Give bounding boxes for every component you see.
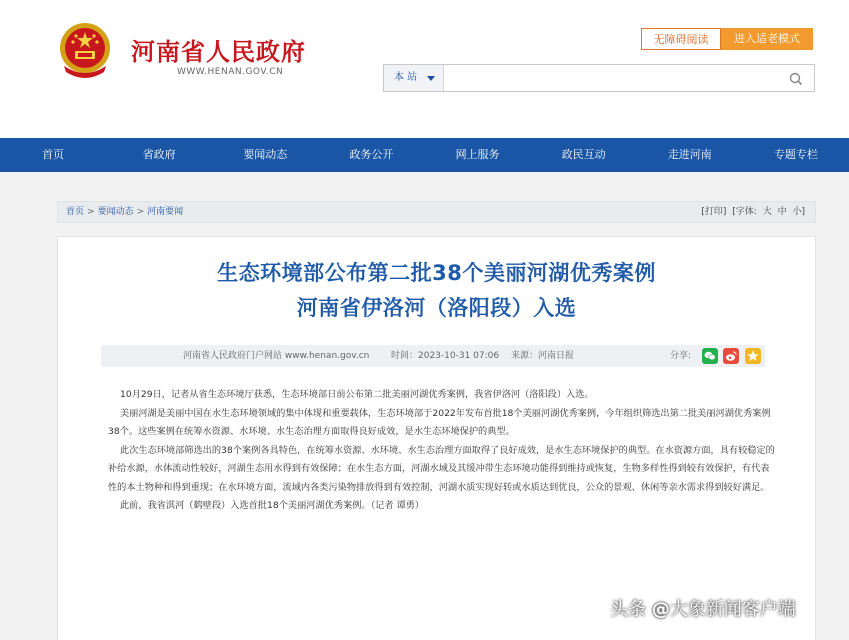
nav-item-special-topics[interactable]: 专题专栏 [773, 148, 818, 161]
nav-item-about-henan[interactable]: 走进河南 [667, 148, 712, 161]
chevron-down-icon [427, 76, 435, 81]
font-size-small-button[interactable]: 小 [792, 207, 802, 217]
breadcrumb [57, 201, 816, 223]
nav-item-interaction[interactable]: 政民互动 [561, 148, 606, 161]
article-source: 河南省人民政府门户网站 www.henan.gov.cn [183, 351, 370, 361]
nav-item-government-affairs[interactable]: 政务公开 [349, 148, 394, 161]
article-origin: 来源：河南日报 [511, 351, 575, 361]
article-paragraph: 此次生态环境部筛选出的38个案例各具特色，在统筹水资源、水环境、水生态治理方面取得了良好成效，是水生态环境保护的典型。在水资源方面，具有较稳定的补给水源，水体流动性较好，河湖生态用水得到有效保障；在水生态方面，河湖水域及其缓冲带生态环境功能得到维持或恢复，生物多样性得到较有效保护，有代表性的本土物种和得到重现；在水环境方面，流域内各类污染物排放得到有效控制，河湖水质实现好转或水质达到优良，公众的景观、休闲等亲水需求得到较好满足。 [108, 444, 775, 493]
breadcrumb-separator: > [87, 207, 95, 217]
article [57, 236, 816, 640]
article-paragraph: 美丽河湖是美丽中国在水生态环境领域的集中体现和重要载体，生态环境部于2022年发布首批18个美丽河湖优秀案例，今年组织筛选出第二批美丽河湖优秀案例38个。这些案例在统筹水资源、水环境、水生态治理方面取得良好成效，是水生态环境保护的典型。 [108, 407, 771, 437]
font-size-medium-button[interactable]: 中 [777, 207, 787, 217]
weibo-share-icon[interactable] [723, 348, 739, 364]
breadcrumb-item-news[interactable]: 要闻动态 [97, 207, 134, 217]
elder-mode-button[interactable]: 进入适老模式 [721, 28, 813, 50]
article-tools [698, 202, 805, 222]
search-scope-label: 本 站 [394, 72, 418, 83]
site-url: WWW.HENAN.GOV.CN [177, 67, 284, 77]
site-title[interactable]: 河南省人民政府 [131, 37, 306, 66]
search-bar [383, 64, 815, 92]
breadcrumb-item-henan-news[interactable]: 河南要闻 [147, 207, 184, 217]
font-size-close-bracket: ] [801, 207, 805, 217]
article-meta [101, 345, 765, 367]
article-paragraph: 10月29日，记者从省生态环境厅获悉，生态环境部日前公布第二批美丽河湖优秀案例，我省伊洛河（洛阳段）入选。 [120, 389, 594, 400]
breadcrumb-item-home[interactable]: 首页 [66, 207, 85, 217]
qzone-share-icon[interactable] [745, 348, 761, 364]
search-scope-select[interactable] [384, 65, 444, 91]
article-title-line-1: 生态环境部公布第二批38个美丽河湖优秀案例 [217, 261, 656, 285]
font-size-large-button[interactable]: 大 [762, 207, 772, 217]
wechat-share-icon[interactable] [702, 348, 718, 364]
main-nav [0, 138, 849, 172]
share-label: 分享: [670, 351, 692, 361]
site-header [0, 0, 849, 138]
watermark-at: @ [651, 599, 670, 620]
article-title-line-2: 河南省伊洛河（洛阳段）入选 [296, 296, 577, 320]
search-icon[interactable] [788, 71, 804, 87]
nav-item-home[interactable]: 首页 [42, 148, 65, 161]
font-size-label: [字体: [732, 207, 757, 217]
nav-item-provincial-government[interactable]: 省政府 [142, 148, 176, 161]
breadcrumb-separator: > [136, 207, 145, 217]
print-button[interactable]: [打印] [701, 207, 727, 217]
search-input[interactable] [450, 68, 754, 90]
article-paragraph: 此前，我省淇河（鹤壁段）入选首批18个美丽河湖优秀案例。（记者 谭勇） [120, 500, 425, 511]
national-emblem-icon [56, 20, 114, 82]
article-time: 时间：2023-10-31 07:06 [391, 351, 500, 361]
watermark-prefix: 头条 [610, 599, 646, 620]
nav-item-news[interactable]: 要闻动态 [243, 148, 288, 161]
accessibility-reading-button[interactable]: 无障碍阅读 [641, 28, 721, 50]
nav-item-online-services[interactable]: 网上服务 [455, 148, 500, 161]
article-body [108, 386, 778, 516]
source-watermark [610, 595, 796, 621]
watermark-name: 大象新闻客户端 [669, 599, 796, 620]
breadcrumb-links [66, 202, 183, 222]
